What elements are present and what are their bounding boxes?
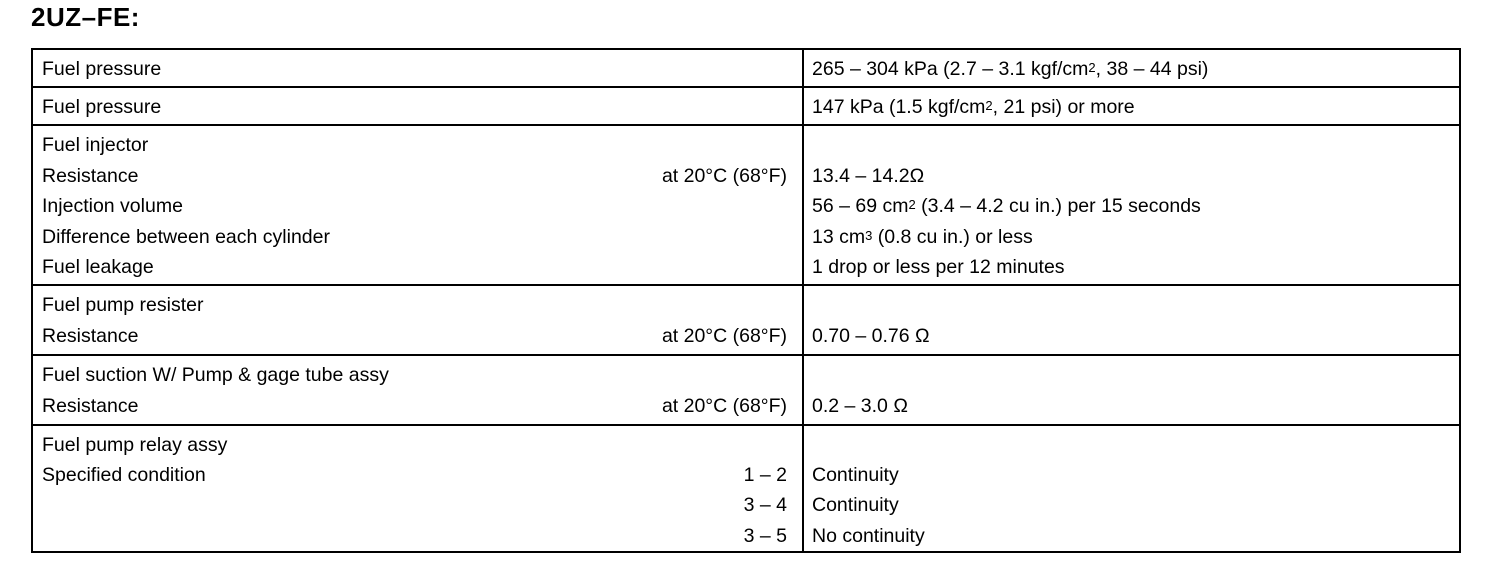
spec-label: Resistance <box>42 165 139 187</box>
spec-table <box>31 48 1461 553</box>
spec-label: Resistance <box>42 325 139 347</box>
row-divider <box>33 124 1459 126</box>
spec-condition: 3 – 4 <box>743 494 787 516</box>
spec-label: Difference between each cylinder <box>42 226 330 248</box>
spec-condition: 1 – 2 <box>743 464 787 486</box>
spec-value: 13 $cm^3$ (0.8 cu in.) or less <box>812 226 1033 248</box>
spec-value: 0.70 – 0.76 Ω <box>812 325 930 347</box>
spec-label: Resistance <box>42 395 139 417</box>
row-divider <box>33 354 1459 356</box>
row-divider <box>33 424 1459 426</box>
section-title: Fuel pump relay assy <box>42 434 228 456</box>
spec-label: Specified condition <box>42 464 206 486</box>
spec-value: No continuity <box>812 525 925 547</box>
section-title: Fuel injector <box>42 134 149 156</box>
section-title: Fuel suction W/ Pump & gage tube assy <box>42 364 389 386</box>
section-title: Fuel pump resister <box>42 294 204 316</box>
spec-condition: at 20°C (68°F) <box>661 325 787 347</box>
spec-label: Fuel pressure <box>42 58 162 80</box>
spec-condition: at 20°C (68°F) <box>661 395 787 417</box>
spec-value: 0.2 – 3.0 Ω <box>812 395 908 417</box>
spec-value: 1 drop or less per 12 minutes <box>812 256 1065 278</box>
spec-label: Fuel leakage <box>42 256 154 278</box>
spec-value: Continuity <box>812 464 899 486</box>
spec-value: 13.4 – 14.2Ω <box>812 165 925 187</box>
spec-condition: 3 – 5 <box>743 525 787 547</box>
page-heading: 2UZ–FE: <box>31 2 140 32</box>
spec-label: Fuel pressure <box>42 96 162 118</box>
spec-condition: at 20°C (68°F) <box>661 165 787 187</box>
row-divider <box>33 86 1459 88</box>
spec-value: 147 kPa (1.5 kgf/$cm^2$, 21 psi) or more <box>812 96 1135 118</box>
row-divider <box>33 284 1459 286</box>
spec-label: Injection volume <box>42 195 183 217</box>
spec-value: 265 – 304 kPa (2.7 – 3.1 kgf/$cm^2$, 38 – 44 psi) <box>812 58 1209 80</box>
spec-value: 56 – 69 $cm^2$ (3.4 – 4.2 cu in.) per 15 seconds <box>812 195 1201 217</box>
spec-value: Continuity <box>812 494 899 516</box>
